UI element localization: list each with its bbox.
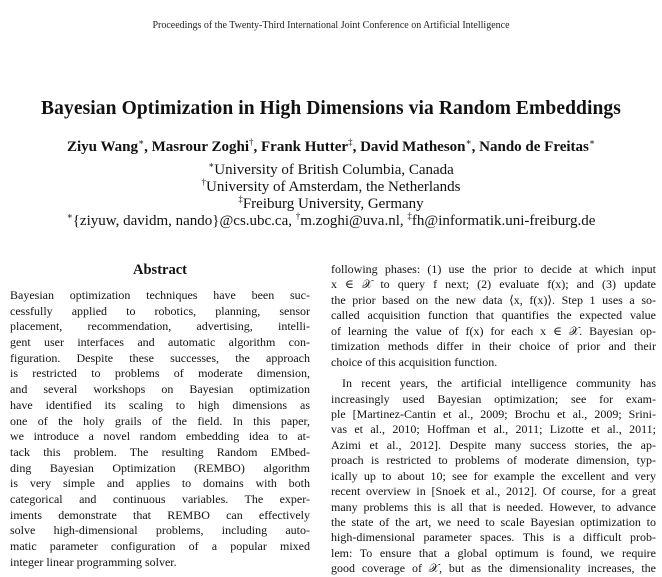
author-mark: ‡ [348, 137, 353, 147]
body-line: vas et al., 2010; Hoffman et al., 2011; Lizotte et al., 2011; [331, 422, 656, 437]
paper-title: Bayesian Optimization in High Dimensions via Random Embeddings [41, 98, 621, 119]
affiliation-mark: ‡ [238, 194, 243, 204]
abstract-line: is restricted to problems of moderate dimension, [10, 366, 310, 381]
proceedings-header: Proceedings of the Twenty-Third International Joint Conference on Artificial Intelligence [152, 20, 510, 31]
affiliation [0, 162, 662, 179]
abstract-line: tack this problem. The resulting Random EMbed- [10, 444, 310, 459]
abstract-line: figuration. Despite these successes, the approach [10, 350, 310, 365]
abstract-line: gent user interfaces and automatic algorithm con- [10, 335, 310, 350]
author-name: Frank Hutter [261, 139, 349, 155]
body-line: Azimi et al., 2012]. Despite many success stories, the ap- [331, 437, 656, 452]
body-line: many problems this is all that is needed. However, to advance [331, 499, 656, 514]
body-line: proach is restricted to problems of moderate dimension, typ- [331, 453, 656, 468]
author-emails [0, 213, 662, 230]
body-line: lem: To ensure that a global optimum is found, we require [331, 545, 656, 560]
abstract-line: ding Bayesian Optimization (REMBO) algorithm [10, 460, 310, 475]
email-text: fh@informatik.uni-freiburg.de [411, 213, 596, 229]
abstract-line: integer linear programming solver. [10, 554, 177, 569]
email-text: m.zoghi@uva.nl, [300, 213, 408, 229]
abstract-line: cessfully applied to robotics, planning, sensor [10, 303, 310, 318]
abstract-line: and several workshops on Bayesian optimization [10, 382, 310, 397]
body-line: timization methods differ in their choice of prior and their [331, 339, 656, 354]
author-mark: ∗ [138, 137, 145, 147]
author-name: David Matheson [360, 139, 466, 155]
body-line: In recent years, the artificial intelligence community has [342, 376, 656, 391]
abstract-line: we introduce a novel random embedding idea to at- [10, 429, 310, 444]
email-mark: † [295, 211, 301, 221]
abstract-line: have identified its scaling to high dimensions as [10, 397, 310, 412]
author-mark: ∗ [465, 137, 472, 147]
body-line: the prior based on the new data ⟨x, f(x)⟩. Step 1 uses a so- [331, 292, 656, 307]
author-mark: † [249, 137, 254, 147]
abstract-line: Bayesian optimization techniques have been suc- [10, 288, 310, 302]
affiliation-text: University of Amsterdam, the Netherlands [205, 179, 461, 195]
abstract-line: solve high-dimensional problems, including auto- [10, 523, 310, 538]
abstract-heading: Abstract [133, 262, 187, 278]
email-mark: ∗ [66, 211, 73, 221]
author-separator: , [352, 139, 361, 155]
email-text: {ziyuw, davidm, nando}@cs.ubc.ca, [72, 213, 296, 229]
affiliation-mark: ∗ [208, 160, 215, 170]
body-line: the state of the art, we need to scale Bayesian optimization to [331, 515, 656, 529]
author-separator: , [144, 139, 152, 155]
body-line: recent overview in [Snoek et al., 2012]. Of course, for a great [331, 484, 656, 499]
affiliation-text: Freiburg University, Germany [242, 196, 424, 212]
affiliation [0, 179, 662, 196]
abstract-line: iments demonstrate that REMBO can effectively [10, 507, 310, 522]
body-line: of learning the value of f(x) for each x ∈ 𝒳. Bayesian op- [331, 323, 656, 338]
body-line: good coverage of 𝒳, but as the dimensionality increases, the [331, 561, 656, 576]
abstract-line: matic parameter configuration of a popular mixed [10, 539, 310, 553]
author-separator: , [253, 139, 262, 155]
body-column [331, 262, 656, 577]
body-line: ically up to about 10; see for example the excellent and very [331, 468, 656, 483]
author-name: Nando de Freitas [479, 139, 589, 155]
body-line: x ∈ 𝒳 to query f next; (2) evaluate f(x); and (3) update [331, 277, 656, 292]
abstract-line: categorical and continuous variables. The exper- [10, 491, 310, 506]
author-name: Masrour Zoghi [151, 139, 250, 155]
abstract-line: is very simple and applies to domains with both [10, 476, 310, 491]
author-name: Ziyu Wang [66, 139, 138, 155]
author-separator: , [471, 139, 480, 155]
body-line: high-dimensional parameter spaces. This is a difficult prob- [331, 530, 656, 545]
abstract-line: placement, recommendation, advertising, intelli- [10, 319, 310, 334]
email-mark: ‡ [407, 211, 412, 221]
abstract-body [10, 288, 310, 570]
affiliation [0, 196, 662, 213]
body-line: increasingly used Bayesian optimization; see for exam- [331, 391, 656, 406]
body-line: ple [Martinez-Cantin et al., 2009; Brochu et al., 2009; Srini- [331, 406, 656, 421]
body-line: following phases: (1) use the prior to decide at which input [331, 262, 656, 276]
affiliation-mark: † [201, 177, 206, 187]
affiliation-text: University of British Columbia, Canada [214, 162, 454, 178]
author-mark: ∗ [588, 137, 596, 147]
body-line: called acquisition function that quantifies the expected value [331, 308, 656, 323]
abstract-line: one of the holy grails of the field. In this paper, [10, 413, 310, 428]
body-line: choice of this acquisition function. [331, 354, 498, 369]
author-list [0, 139, 662, 156]
